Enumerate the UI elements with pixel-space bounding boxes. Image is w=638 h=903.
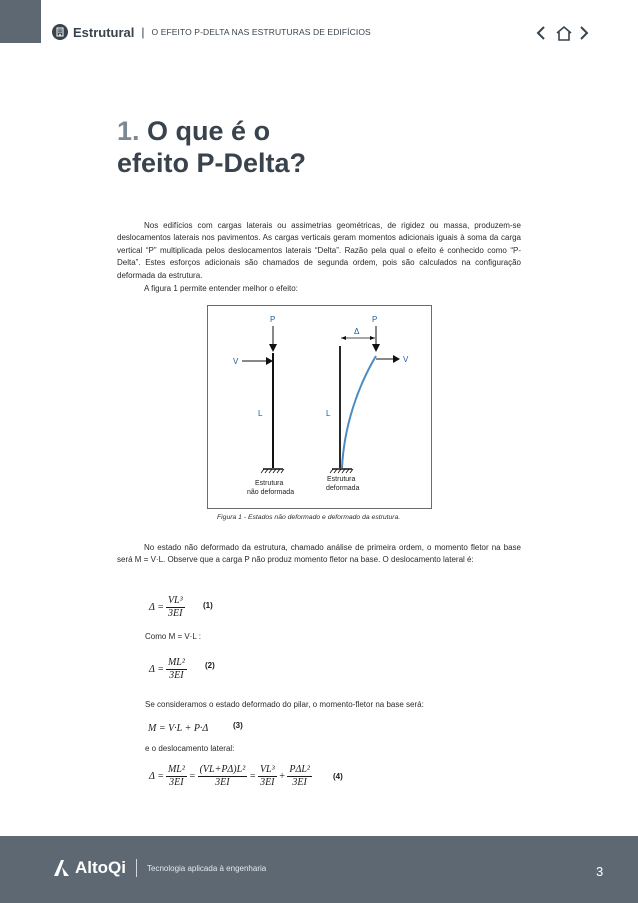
document-title: O EFEITO P-DELTA NAS ESTRUTURAS DE EDIFÍCIOS: [151, 27, 371, 37]
intro-paragraph: Nos edifícios com cargas laterais ou assimetrias geométricas, de rigidez ou massa, produzem-se deslocamentos laterais nos pavimentos. As cargas verticais geram momentos adicionais iguais à soma da carga vertical “P” multiplicada pelos deslocamentos laterais “Delta”. Razão pela qual o efeito é conhecido como “P-Delta”. Estes esforços adicionais são chamados de segunda ordem, pois são calculados na configuração deformada da estrutura.: [117, 221, 521, 280]
footer-divider: [136, 859, 137, 877]
como-text: Como M = V·L :: [145, 632, 201, 641]
eq1-denominator: 3EI: [168, 608, 183, 619]
equation-4: [147, 764, 312, 789]
footer-tagline: Tecnologia aplicada à engenharia: [147, 863, 267, 873]
header-tab-accent: [0, 0, 41, 43]
section-number: 1.: [117, 116, 140, 146]
eq4-equals-2: =: [249, 771, 256, 782]
figure-intro-paragraph: A figura 1 permite entender melhor o efeito:: [144, 284, 298, 293]
home-icon: [555, 25, 573, 41]
equation-1: [147, 595, 185, 620]
equation-4-number: (4): [333, 772, 343, 781]
altoqi-logo-icon: [52, 858, 72, 878]
label-p-right: P: [372, 315, 378, 324]
page-number: 3: [596, 864, 604, 879]
home-button[interactable]: [553, 24, 575, 42]
building-icon: [52, 24, 68, 40]
eq4-lhs: Δ =: [149, 771, 164, 782]
eq2-denominator: 3EI: [169, 670, 184, 681]
eq4-term1-denominator: 3EI: [169, 777, 184, 788]
eq4-term2-denominator: 3EI: [215, 777, 230, 788]
figure-1: [207, 305, 432, 509]
chevron-left-icon: [536, 26, 546, 40]
brand-name: AltoQi: [75, 858, 126, 877]
eq4-plus: +: [278, 771, 286, 782]
first-order-paragraph: No estado não deformado da estrutura, chamado análise de primeira ordem, o momento fletor na base será M = V·L. Observe que a carga P não produz momento fletor na base. O deslocamento lateral é:: [117, 543, 521, 565]
eq1-numerator: VL³: [167, 595, 183, 606]
footer-brand: [52, 858, 266, 878]
eq1-lhs: Δ =: [149, 602, 164, 613]
eq4-term3-denominator: 3EI: [260, 777, 275, 788]
label-right-caption-1: Estrutura: [327, 476, 356, 483]
label-p-left: P: [270, 315, 276, 324]
page-header: [0, 0, 638, 56]
label-l-right: L: [326, 409, 331, 418]
equation-3-number: (3): [233, 721, 243, 730]
page-footer: [0, 836, 638, 903]
p-delta-diagram: [208, 306, 431, 508]
eq4-term2-numerator: (VL+PΔ)L²: [199, 764, 246, 775]
label-v-right: V: [403, 355, 409, 364]
eq4-term4-denominator: 3EI: [292, 777, 307, 788]
label-left-caption-1: Estrutura: [255, 480, 284, 487]
eq4-term4-numerator: PΔL²: [289, 764, 310, 775]
deformed-paragraph: Se consideramos o estado deformado do pilar, o momento-fletor na base será:: [145, 700, 424, 709]
header-app-title: [52, 23, 371, 41]
equation-2-number: (2): [205, 661, 215, 670]
equation-1-number: (1): [203, 601, 213, 610]
section-title: [117, 115, 537, 179]
label-right-caption-2: deformada: [326, 485, 360, 492]
header-separator: |: [141, 25, 145, 39]
figure-caption: Figura 1 - Estados não deformado e deformado da estrutura.: [217, 514, 401, 521]
app-name: Estrutural: [73, 24, 135, 40]
next-page-button[interactable]: [577, 24, 591, 42]
label-delta: Δ: [354, 327, 360, 336]
lateral-displacement-text: e o deslocamento lateral:: [145, 744, 235, 753]
previous-page-button[interactable]: [534, 24, 548, 42]
equation-3: M = V·L + P·Δ: [148, 723, 209, 734]
eq4-term3-numerator: VL³: [259, 764, 275, 775]
section-title-line2: efeito P-Delta?: [117, 148, 307, 178]
label-left-caption-2: não deformada: [247, 489, 295, 496]
equation-2: [147, 657, 187, 682]
section-title-line1: O que é o: [147, 116, 271, 146]
eq2-numerator: ML²: [167, 657, 185, 668]
eq2-lhs: Δ =: [149, 664, 164, 675]
label-v-left: V: [233, 357, 239, 366]
label-l-left: L: [258, 409, 263, 418]
chevron-right-icon: [579, 26, 589, 40]
eq4-equals-1: =: [188, 771, 196, 782]
eq4-term1-numerator: ML²: [167, 764, 185, 775]
